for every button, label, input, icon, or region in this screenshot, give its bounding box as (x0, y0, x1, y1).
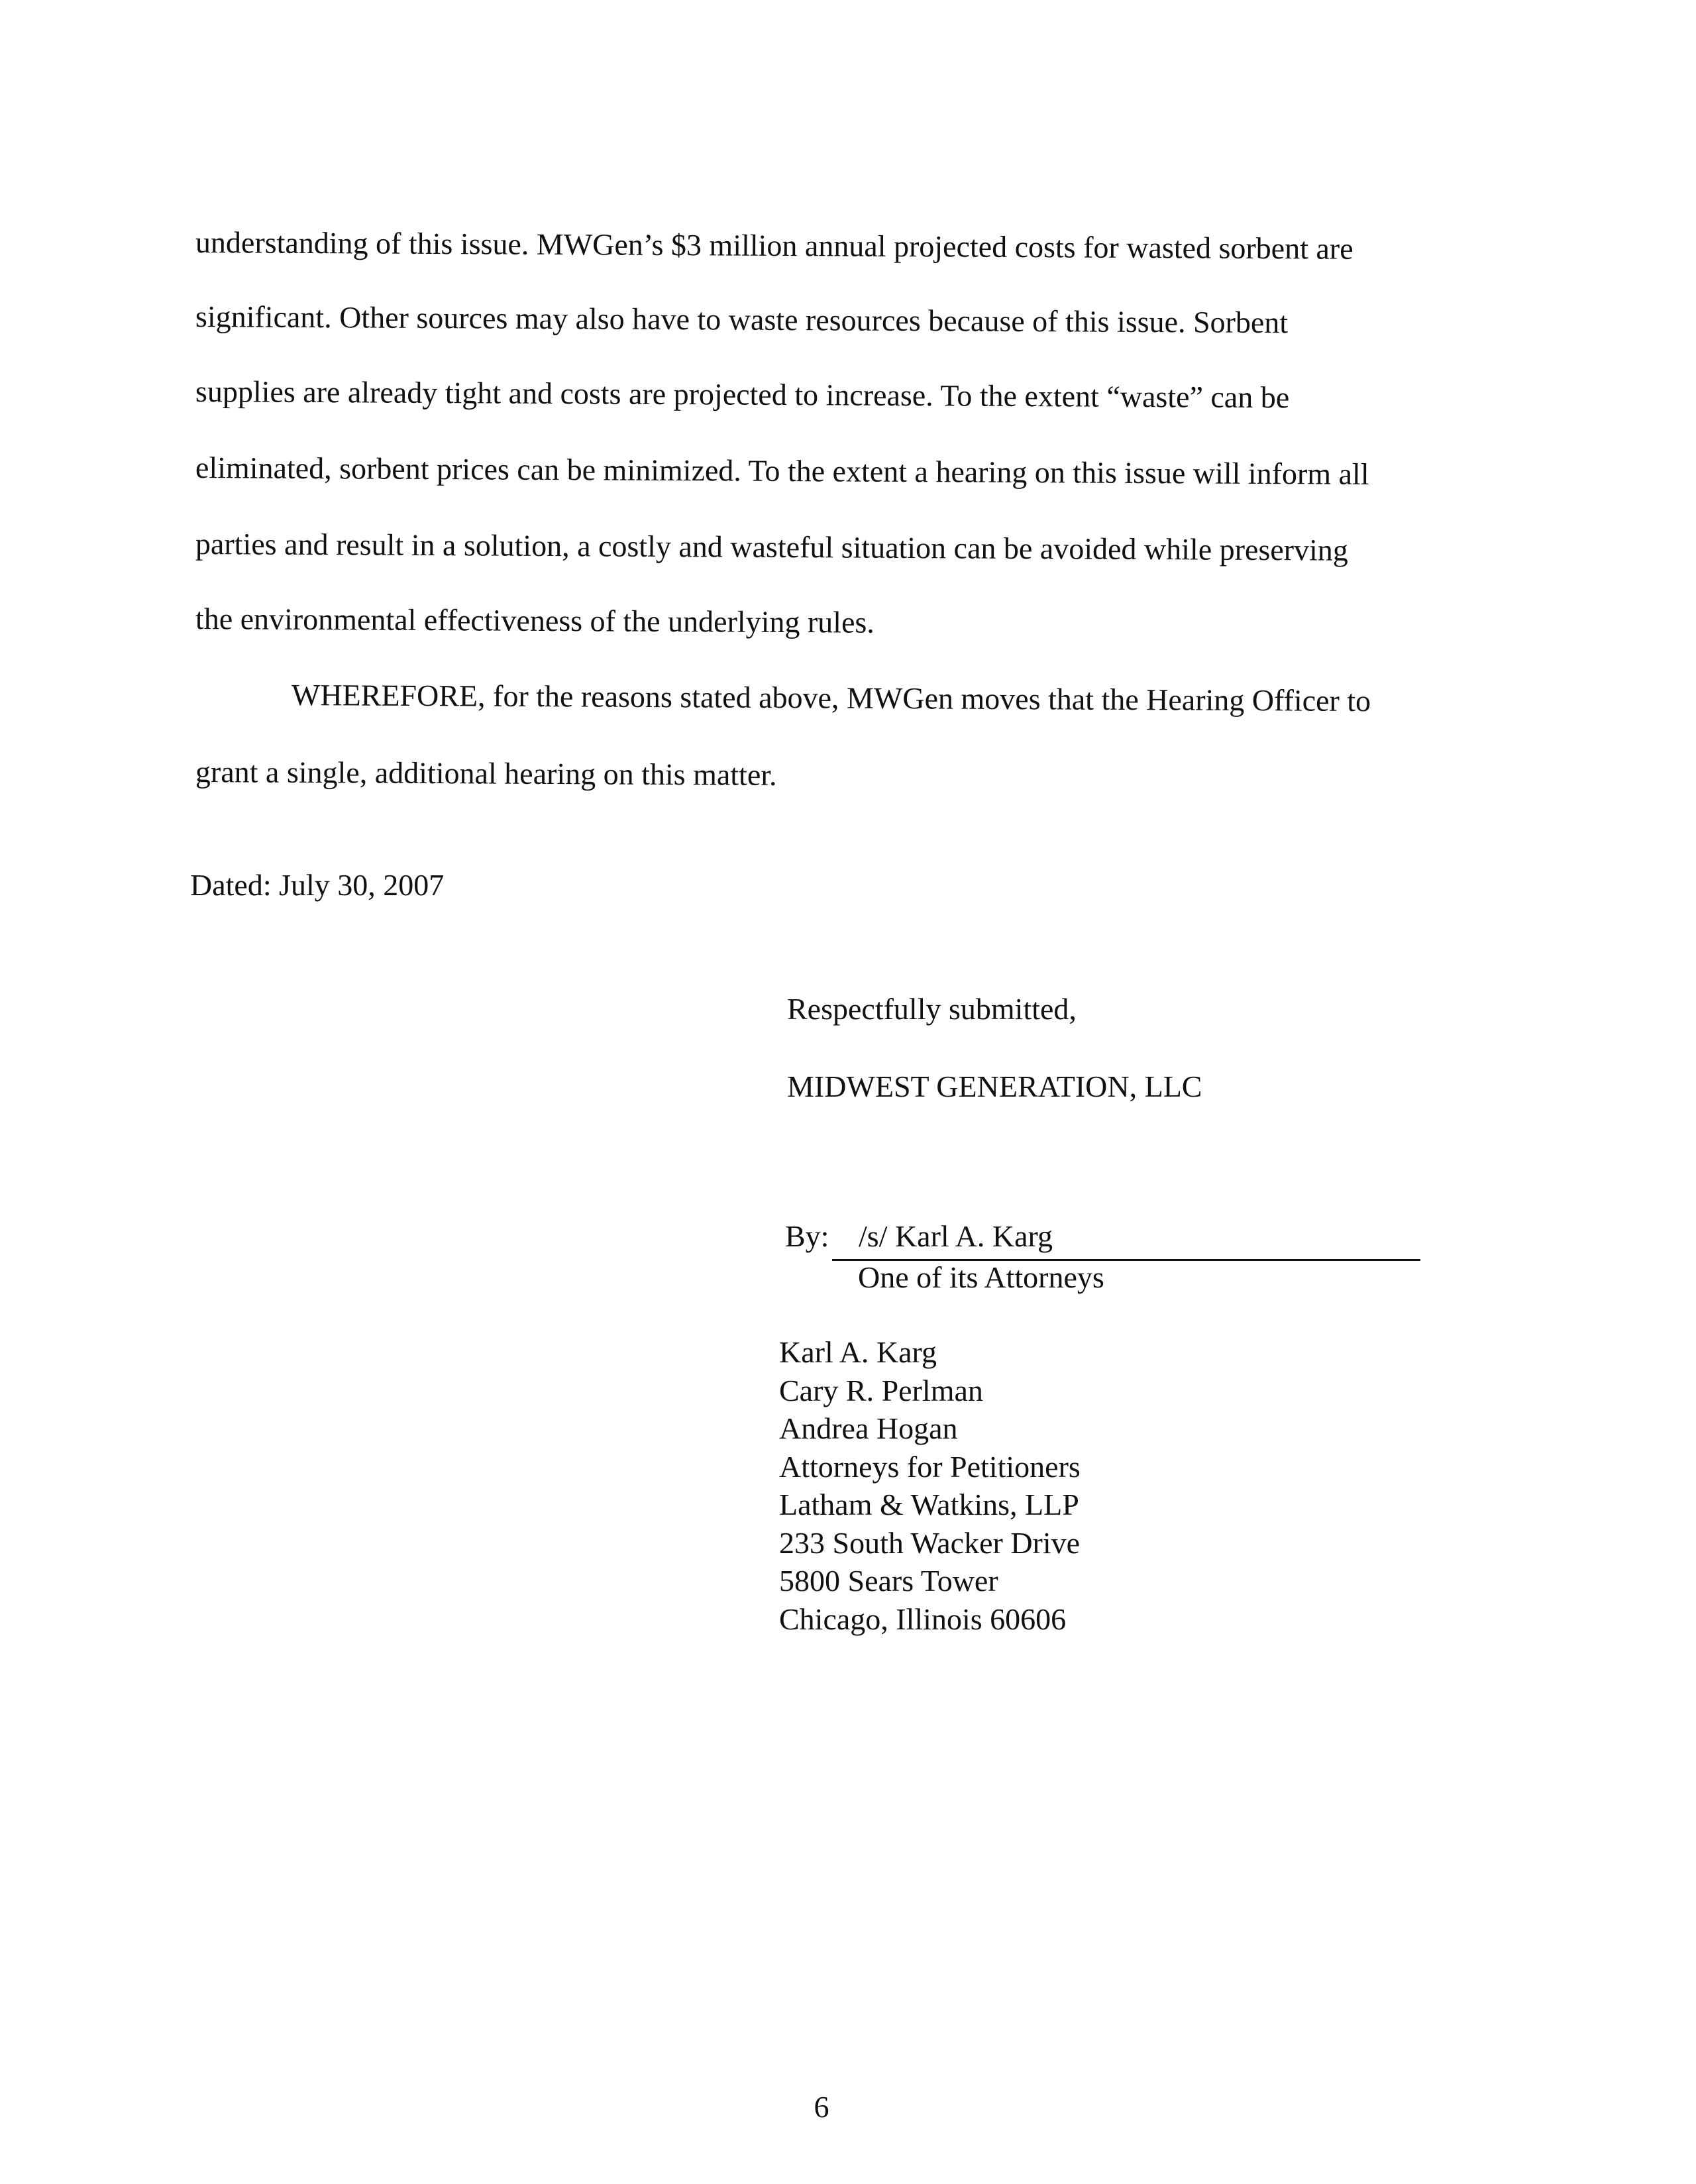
address-line: Latham & Watkins, LLP (779, 1488, 1079, 1521)
company-name: MIDWEST GENERATION, LLC (787, 1069, 1202, 1103)
address-line: Attorneys for Petitioners (779, 1449, 1081, 1484)
signature-text: /s/ Karl A. Karg (859, 1219, 1053, 1253)
attorney-address-block (779, 1333, 1081, 1638)
by-label: By: (785, 1219, 829, 1253)
body-paragraph-line: understanding of this issue. MWGen’s $3 million annual projected costs for wasted sorbent are (195, 225, 1353, 266)
wherefore-paragraph-line: WHEREFORE, for the reasons stated above, MWGen moves that the Hearing Officer to (291, 678, 1371, 718)
address-line: Chicago, Illinois 60606 (779, 1602, 1067, 1636)
body-paragraph-line: parties and result in a solution, a costly and wasteful situation can be avoided while preserving (195, 527, 1348, 567)
closing-salutation: Respectfully submitted, (787, 992, 1077, 1026)
address-line: 5800 Sears Tower (779, 1564, 998, 1598)
address-line: Andrea Hogan (779, 1411, 958, 1445)
body-paragraph-line: supplies are already tight and costs are projected to increase. To the extent “waste” can be (195, 374, 1290, 415)
page-number: 6 (814, 2090, 829, 2124)
body-paragraph-line: the environmental effectiveness of the underlying rules. (195, 602, 875, 639)
address-line: 233 South Wacker Drive (779, 1525, 1081, 1560)
address-line: Cary R. Perlman (779, 1373, 983, 1407)
date-line: Dated: July 30, 2007 (190, 868, 445, 902)
signer-role: One of its Attorneys (858, 1260, 1104, 1294)
body-paragraph-line: eliminated, sorbent prices can be minimized. To the extent a hearing on this issue will inform all (195, 451, 1369, 491)
wherefore-paragraph-line: grant a single, additional hearing on this matter. (195, 755, 777, 792)
body-paragraph-line: significant. Other sources may also have to waste resources because of this issue. Sorbent (195, 300, 1289, 340)
address-line: Karl A. Karg (779, 1335, 937, 1369)
